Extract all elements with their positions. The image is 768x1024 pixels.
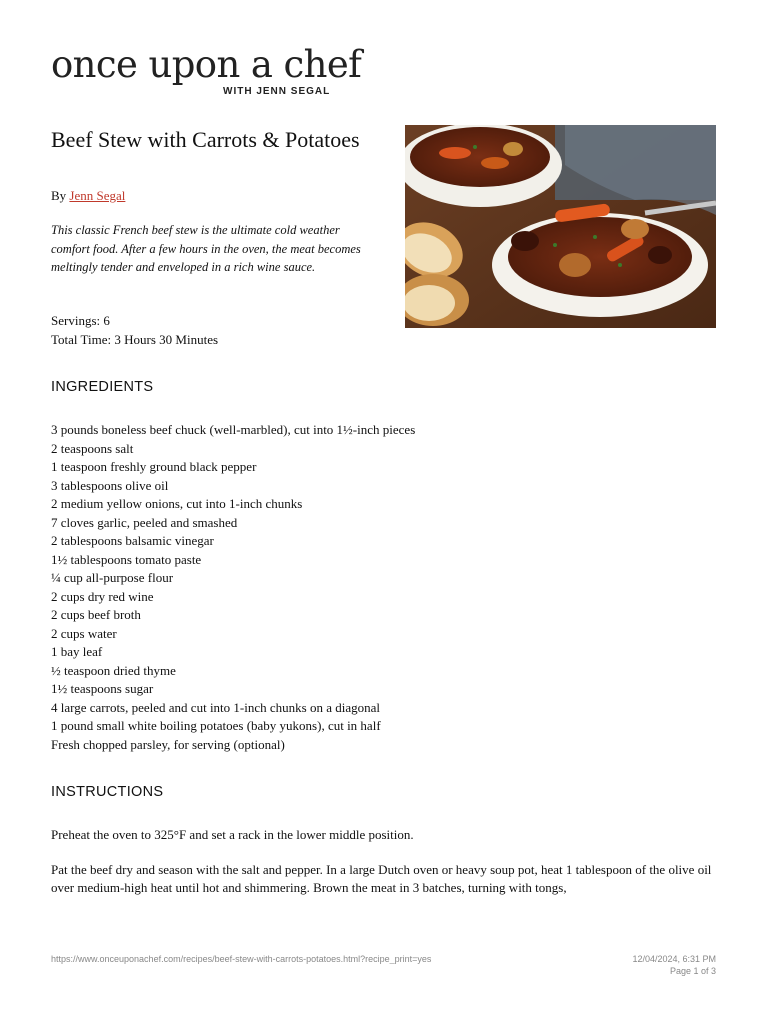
print-footer-url: https://www.onceuponachef.com/recipes/beef-stew-with-carrots-potatoes.html?recipe_print=yes (51, 954, 432, 964)
ingredient-item: 7 cloves garlic, peeled and smashed (51, 514, 238, 530)
recipe-photo (405, 125, 716, 328)
recipe-meta (51, 312, 218, 349)
ingredient-item: 2 tablespoons balsamic vinegar (51, 533, 214, 548)
print-footer-meta (632, 954, 716, 977)
recipe-title: Beef Stew with Carrots & Potatoes (51, 127, 360, 152)
ingredient-item: ¼ cup all-purpose flour (51, 570, 174, 585)
instructions-heading: INSTRUCTIONS (51, 784, 164, 800)
ingredients-heading: INGREDIENTS (51, 379, 154, 395)
logo-wordmark: once upon a chef (51, 43, 362, 86)
ingredient-item: 2 cups beef broth (51, 607, 141, 622)
ingredient-item: 1 bay leaf (51, 644, 103, 659)
byline (51, 187, 125, 205)
ingredients-list (51, 421, 711, 754)
page-number: Page 1 of 3 (669, 965, 716, 976)
ingredient-item: 4 large carrots, peeled and cut into 1-inch chunks on a diagonal (51, 699, 380, 715)
recipe-summary: This classic French beef stew is the ultimate cold weather comfort food. After a few hours in the oven, the meat becomes meltingly tender and enveloped in a rich wine sauce. (51, 223, 361, 274)
instruction-step: Preheat the oven to 325°F and set a rack in the lower middle position. (51, 827, 414, 842)
ingredient-item: 3 tablespoons olive oil (51, 477, 169, 493)
logo-tagline: WITH JENN SEGAL (223, 86, 331, 97)
instruction-step: Pat the beef dry and season with the salt and pepper. In a large Dutch oven or heavy soup pot, heat 1 tablespoon of the olive oil over medium-high heat until hot and shimmering. Brown the meat in 3 batches, turning with tongs, (51, 861, 712, 895)
ingredient-item: ½ teaspoon dried thyme (51, 662, 176, 678)
ingredient-item: 2 medium yellow onions, cut into 1-inch chunks (51, 496, 303, 511)
ingredient-item: 2 teaspoons salt (51, 440, 134, 456)
instructions-list (51, 826, 716, 914)
ingredient-item: Fresh chopped parsley, for serving (optional) (51, 736, 285, 752)
ingredient-item: 2 cups dry red wine (51, 588, 154, 604)
ingredient-item: 2 cups water (51, 625, 117, 641)
byline-prefix: By (51, 188, 67, 203)
print-datetime: 12/04/2024, 6:31 PM (632, 954, 716, 964)
ingredient-item: 1 pound small white boiling potatoes (baby yukons), cut in half (51, 718, 381, 733)
ingredient-item: 3 pounds boneless beef chuck (well-marbled), cut into 1½-inch pieces (51, 422, 416, 437)
author-link[interactable]: Jenn Segal (69, 188, 126, 203)
ingredient-item: 1 teaspoon freshly ground black pepper (51, 459, 257, 474)
ingredient-item: 1½ teaspoons sugar (51, 681, 154, 696)
ingredient-item: 1½ tablespoons tomato paste (51, 551, 202, 567)
site-logo[interactable] (51, 42, 362, 97)
servings: Servings: 6 (51, 313, 110, 328)
total-time: Total Time: 3 Hours 30 Minutes (51, 331, 219, 347)
